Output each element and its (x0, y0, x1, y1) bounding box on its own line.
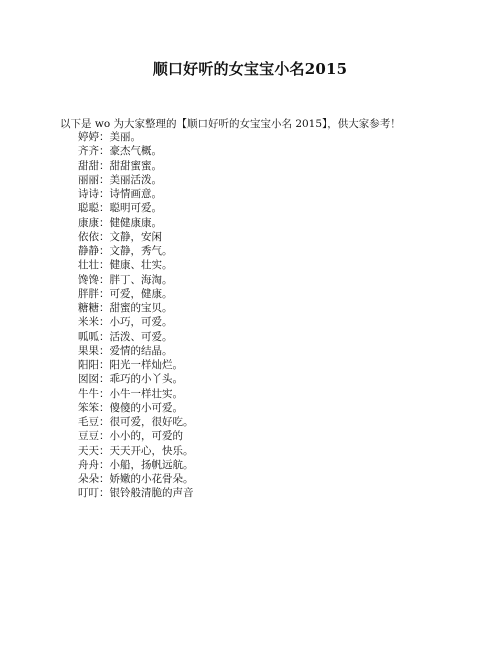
nickname: 笨笨 (78, 401, 99, 414)
name-list-item (78, 372, 194, 386)
nickname: 果果 (78, 344, 99, 357)
separator: ： (99, 387, 110, 400)
separator: ： (99, 259, 110, 272)
nickname-meaning: 诗情画意。 (109, 188, 162, 200)
name-list-item (78, 301, 194, 315)
nickname: 胖胖 (78, 287, 99, 300)
separator: ： (99, 473, 110, 485)
nickname: 豆豆 (78, 430, 99, 443)
separator: ： (99, 330, 110, 343)
separator: ： (99, 145, 110, 158)
name-list-item (78, 387, 194, 401)
separator: ： (99, 416, 110, 428)
nickname-meaning: 天天开心，快乐。 (109, 444, 194, 457)
name-list-item (78, 358, 194, 372)
separator: ： (99, 131, 110, 143)
name-list-item (78, 429, 194, 443)
separator: ： (99, 230, 110, 243)
nickname-meaning: 健康、壮实。 (109, 259, 173, 272)
nickname: 丽丽 (78, 173, 99, 186)
nickname: 牛牛 (78, 387, 99, 400)
separator: ： (99, 273, 110, 286)
nickname: 壮壮 (78, 259, 99, 272)
separator: ： (99, 287, 110, 300)
document-title: 顺口好听的女宝宝小名2015 (152, 60, 348, 78)
nickname: 诗诗 (78, 188, 99, 200)
separator: ： (99, 430, 110, 443)
separator: ： (99, 173, 110, 186)
nickname-meaning: 活泼、可爱。 (109, 330, 173, 343)
nickname: 阳阳 (78, 359, 99, 371)
name-list-item (78, 486, 194, 500)
name-list-item (78, 330, 194, 344)
nickname-meaning: 甜蜜的宝贝。 (109, 302, 173, 314)
nickname: 糖糖 (78, 302, 99, 314)
separator: ： (99, 216, 110, 229)
separator: ： (99, 245, 110, 257)
nickname: 朵朵 (78, 473, 99, 485)
nickname: 米米 (78, 316, 99, 329)
nickname-meaning: 文静，安闲 (109, 230, 162, 243)
name-list-item (78, 244, 194, 258)
separator: ： (99, 444, 110, 457)
separator: ： (99, 344, 110, 357)
nickname: 甜甜 (78, 159, 99, 172)
nickname-meaning: 乖巧的小丫头。 (109, 373, 183, 386)
nickname: 天天 (78, 444, 99, 457)
name-list-item (78, 216, 194, 230)
nickname: 静静 (78, 245, 99, 257)
nickname: 毛豆 (78, 416, 99, 428)
name-list-item (78, 201, 194, 215)
separator: ： (99, 458, 110, 471)
nickname: 叮叮 (78, 487, 99, 500)
nickname-meaning: 小牛一样壮实。 (109, 387, 183, 400)
nickname-meaning: 甜甜蜜蜜。 (109, 159, 162, 172)
nickname: 囡囡 (78, 373, 99, 386)
nickname-meaning: 豪杰气概。 (109, 145, 162, 158)
nickname: 馋馋 (78, 273, 99, 286)
name-list-item (78, 144, 194, 158)
nickname-meaning: 美丽。 (109, 131, 141, 143)
name-list-item (78, 444, 194, 458)
nickname: 康康 (78, 216, 99, 229)
nickname-meaning: 文静，秀气。 (109, 245, 173, 257)
name-list-item (78, 230, 194, 244)
separator: ： (99, 302, 110, 314)
name-list-item (78, 159, 194, 173)
separator: ： (99, 359, 110, 371)
nickname-meaning: 可爱，健康。 (109, 287, 173, 300)
name-list (78, 130, 194, 501)
separator: ： (99, 373, 110, 386)
name-list-item (78, 258, 194, 272)
intro-paragraph: 以下是 wo 为大家整理的【顺口好听的女宝宝小名 2015】，供大家参考！ (60, 118, 401, 130)
nickname-meaning: 阳光一样灿烂。 (109, 359, 183, 371)
separator: ： (99, 487, 110, 500)
name-list-item (78, 173, 194, 187)
name-list-item (78, 187, 194, 201)
nickname: 依依 (78, 230, 99, 243)
nickname-meaning: 娇嫩的小花骨朵。 (109, 473, 194, 485)
separator: ： (99, 202, 110, 215)
nickname-meaning: 爱情的结晶。 (109, 344, 173, 357)
name-list-item (78, 344, 194, 358)
name-list-item (78, 287, 194, 301)
nickname-meaning: 胖丁、海淘。 (109, 273, 173, 286)
nickname-meaning: 小船，扬帆远航。 (109, 458, 194, 471)
nickname-meaning: 美丽活泼。 (109, 173, 162, 186)
separator: ： (99, 188, 110, 200)
nickname: 婷婷 (78, 131, 99, 143)
nickname-meaning: 傻傻的小可爱。 (109, 401, 183, 414)
separator: ： (99, 316, 110, 329)
nickname-meaning: 银铃般清脆的声音 (109, 487, 194, 500)
name-list-item (78, 315, 194, 329)
nickname-meaning: 健健康康。 (109, 216, 162, 229)
name-list-item (78, 415, 194, 429)
nickname: 呱呱 (78, 330, 99, 343)
separator: ： (99, 159, 110, 172)
nickname: 齐齐 (78, 145, 99, 158)
nickname-meaning: 很可爱，很好吃。 (109, 416, 194, 428)
nickname-meaning: 聪明可爱。 (109, 202, 162, 215)
nickname-meaning: 小巧，可爱。 (109, 316, 173, 329)
name-list-item (78, 273, 194, 287)
name-list-item (78, 458, 194, 472)
nickname: 聪聪 (78, 202, 99, 215)
nickname-meaning: 小小的，可爱的 (109, 430, 183, 443)
nickname: 舟舟 (78, 458, 99, 471)
name-list-item (78, 472, 194, 486)
separator: ： (99, 401, 110, 414)
name-list-item (78, 401, 194, 415)
name-list-item (78, 130, 194, 144)
